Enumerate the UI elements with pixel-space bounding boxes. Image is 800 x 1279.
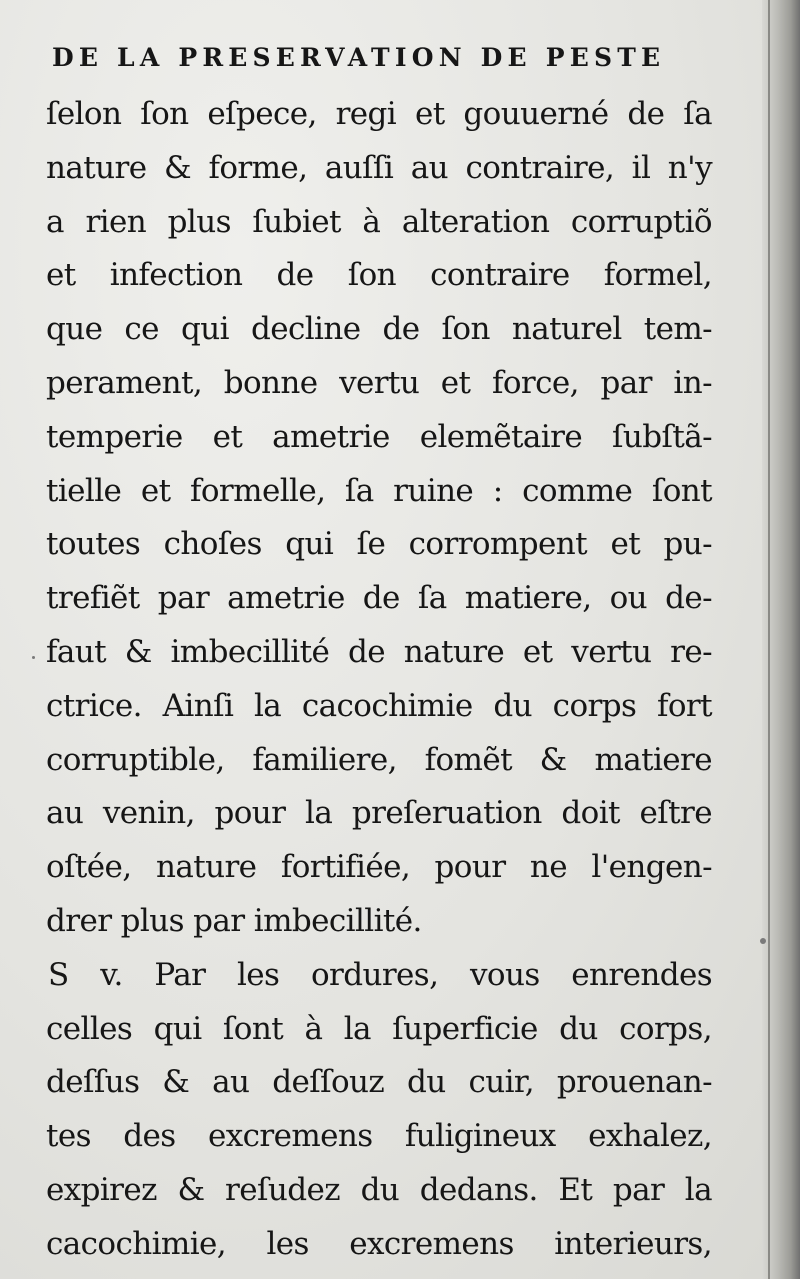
text-line: au venin, pour la preſeruation doit eſtre <box>46 795 712 832</box>
text-line: toutes choſes qui ſe corrompent et pu- <box>46 526 712 563</box>
text-line: perament, bonne vertu et force, par in- <box>46 364 712 401</box>
paragraph-2 <box>46 949 712 1272</box>
text-line: faut & imbecillité de nature et vertu re- <box>46 633 712 670</box>
text-line: cacochimie, les excremens interieurs, <box>46 1225 712 1262</box>
paragraph-1 <box>46 88 712 949</box>
text-line: et infection de ſon contraire formel, <box>46 257 712 294</box>
text-line: expirez & reſudez du dedans. Et par la <box>46 1171 712 1208</box>
text-line: trefiẽt par ametrie de ſa matiere, ou de- <box>46 580 712 617</box>
ink-speck <box>760 938 766 944</box>
text-line: que ce qui decline de ſon naturel tem- <box>46 311 712 348</box>
text-line: corruptible, familiere, fomẽt & matiere <box>46 741 712 778</box>
text-line: drer plus par imbecillité. <box>46 902 422 939</box>
text-line: a rien plus ſubiet à alteration corruptiõ <box>46 203 712 240</box>
running-head: DE LA PRESERVATION DE PESTE <box>52 43 666 72</box>
gutter-edge <box>768 0 770 1279</box>
text-line: celles qui ſont à la ſuperficie du corps, <box>46 1010 712 1047</box>
text-line: oſtée, nature fortifiée, pour ne l'engen- <box>46 849 712 886</box>
text-line: nature & forme, auſſi au contraire, il n'y <box>46 149 712 186</box>
text-line: ſelon ſon eſpece, regi et gouuerné de ſa <box>46 96 712 132</box>
text-line: temperie et ametrie elemẽtaire ſubſtã- <box>46 418 712 455</box>
text-block <box>46 36 712 1272</box>
text-line: S v. Par les ordures, vous enrendes <box>48 956 712 993</box>
ink-speck <box>32 656 35 659</box>
text-line: tielle et formelle, ſa ruine : comme ſont <box>46 472 712 509</box>
text-line: ctrice. Ainſi la cacochimie du corps fort <box>46 687 712 724</box>
text-line: deſſus & au deſſouz du cuir, prouenan- <box>46 1064 712 1101</box>
text-line: tes des excremens fuligineux exhalez, <box>46 1118 712 1155</box>
